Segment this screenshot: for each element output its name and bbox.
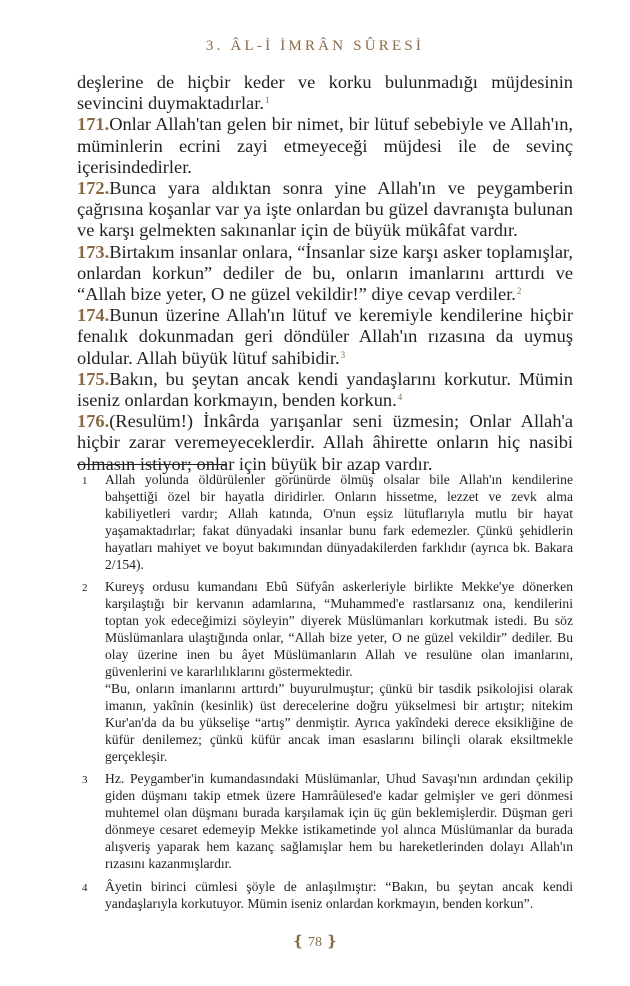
verse-paragraph xyxy=(77,178,573,242)
right-ornament-icon: ❵ xyxy=(325,934,339,950)
footnote-divider xyxy=(77,464,227,465)
footnote-marker: 3 xyxy=(340,349,346,360)
chapter-header: 3. ÂL-İ İMRÂN SÛRESİ xyxy=(205,38,425,54)
footnote-text: “Bu, onların imanlarını arttırdı” buyurulmuştur; çünkü bir tasdik psikolojisi olarak imanın, yakînin (kesinlik) üst derecelerine doğru yükselmesi bir artıştır; nitekim Kur'an'da da bu yükselişe “artış” denmiştir. Ayrıca yakîndeki derece eksikliğine de küfür denilemez; çünkü küfür ancak iman esaslarını bilinçli olarak eksiltmekle gerçekleşir. xyxy=(105,680,573,764)
verse-paragraph xyxy=(77,114,573,178)
page-number xyxy=(0,932,630,951)
footnote-number: 1 xyxy=(82,475,88,487)
verse-text: deşlerine de hiçbir keder ve korku bulunmadığı müjdesinin sevincini duymaktadırlar. xyxy=(77,72,573,114)
footnote-number: 3 xyxy=(82,774,88,787)
verse-paragraph xyxy=(77,305,573,369)
footnote xyxy=(77,472,573,573)
footnote xyxy=(77,879,573,913)
verse-paragraph xyxy=(77,242,573,306)
footnote-marker: 4 xyxy=(397,392,403,403)
footnote xyxy=(77,771,573,872)
footnote-body xyxy=(105,879,573,913)
footnote-number: 4 xyxy=(82,881,88,894)
verse-number: 175. xyxy=(77,368,110,389)
footnote-body xyxy=(105,771,573,872)
verse-paragraph xyxy=(77,411,573,475)
footnote xyxy=(77,579,573,765)
footnote-text: Kureyş ordusu kumandanı Ebû Süfyân askerleriyle birlikte Mekke'ye dönerken karşılaştığı bir kervanın adamlarına, “Muhammed'e rastlarsanız ona, kendilerini toptan yok edeceğimizi söyleyin” diyerek Müslümanları korkutmak istedi. Bu söz Müslümanlara ulaştığında onlar, “Allah bize yeter, O ne güzel vekildir” dediler. Bu olay üzerine inen bu âyet Müslümanların Allah ve resulüne olan imanlarını, güvenlerini ve kararlılıklarını göstermektedir. xyxy=(105,579,573,679)
verse-text: Bunun üzerine Allah'ın lütuf ve keremiyle kendilerine hiçbir fenalık dokunmadan geri döndüler Allah'ın rızasına da uymuş oldular. Allah büyük lütuf sahibidir. xyxy=(77,305,573,368)
verse-number: 172. xyxy=(77,178,110,199)
verse-number: 174. xyxy=(77,305,110,326)
footnote-text: Allah yolunda öldürülenler görünürde ölmüş olsalar bile Allah'ın kendilerine bahşettiği özel bir hayatla diridirler. Onların hissetme, lezzet ve zevk alma kabiliyetleri vardır; Allah katında, O'nun eşsiz lütuflarıyla mutlu bir hayat yaşamaktadırlar; fakat dünyadaki insanlar bunu fark edemezler. Çünkü şehidlerin hayatları mahiyet ve boyut bakımından dünyadakilerden farklıdır (ayrıca bk. Bakara 2/154). xyxy=(105,472,573,572)
footnotes xyxy=(77,472,573,919)
verse-number: 176. xyxy=(77,411,110,432)
verse-number: 173. xyxy=(77,241,110,262)
verse-text: Onlar Allah'tan gelen bir nimet, bir lütuf sebebiyle ve Allah'ın, müminlerin ecrini zayi etmeyeceği müjdesi ile de sevinç içerisindedirler. xyxy=(77,114,573,177)
verse-text: (Resulüm!) İnkârda yarışanlar seni üzmesin; Onlar Allah'a hiçbir zarar veremeyeceklerdir. Allah âhirette onların hiç nasibi olmasın istiyor; onlar için büyük bir azap vardır. xyxy=(77,411,573,474)
verse-paragraph xyxy=(77,369,573,411)
page-number-value: 78 xyxy=(308,935,322,950)
verse-number: 171. xyxy=(77,114,110,135)
verse-text: Bunca yara aldıktan sonra yine Allah'ın ve peygamberin çağrısına koşanlar var ya işte onlardan bu güzel davranışta bulunan ve karşı gelmekten sakınanlar için de büyük mükâfat vardır. xyxy=(77,178,573,241)
verse-text: Bakın, bu şeytan ancak kendi yandaşlarını korkutur. Mümin iseniz onlardan korkmayın, benden korkun. xyxy=(77,368,573,411)
footnote-text: Hz. Peygamber'in kumandasındaki Müslümanlar, Uhud Savaşı'nın ardından çekilip giden düşmanı takip etmek üzere Hamrâülesed'e kadar gelmişler ve geri dönmesi muhtemel olan düşmanı burada karşılamak için üç gün beklemişlerdir. Düşman geri dönmeye cesaret edemeyip Mekke istikametinde yol alınca Müslümanlar da burada alışveriş yaparak hem kazanç sağlamışlar hem bu hareketlerinden dolayı Allah'ın rızasını kazanmışlardır. xyxy=(105,771,573,871)
footnote-marker: 2 xyxy=(516,286,522,297)
verse-paragraph xyxy=(77,72,573,114)
footnote-body xyxy=(105,579,573,765)
footnote-body xyxy=(105,472,573,573)
footnote-text: Âyetin birinci cümlesi şöyle de anlaşılmıştır: “Bakın, bu şeytan ancak kendi yandaşlarıyla korkutuyor. Mümin iseniz onlardan korkmayın, benden korkun”. xyxy=(105,878,573,911)
footnote-number: 2 xyxy=(82,582,88,595)
left-ornament-icon: ❴ xyxy=(291,934,305,950)
main-text xyxy=(77,72,573,475)
footnote-marker: 1 xyxy=(264,95,270,106)
verse-text: Birtakım insanlar onlara, “İnsanlar size karşı asker toplamışlar, onlardan korkun” dediler de bu, onların imanlarını arttırdı ve “Allah bize yeter, O ne güzel vekildir!” diye cevap verdiler. xyxy=(77,241,573,305)
